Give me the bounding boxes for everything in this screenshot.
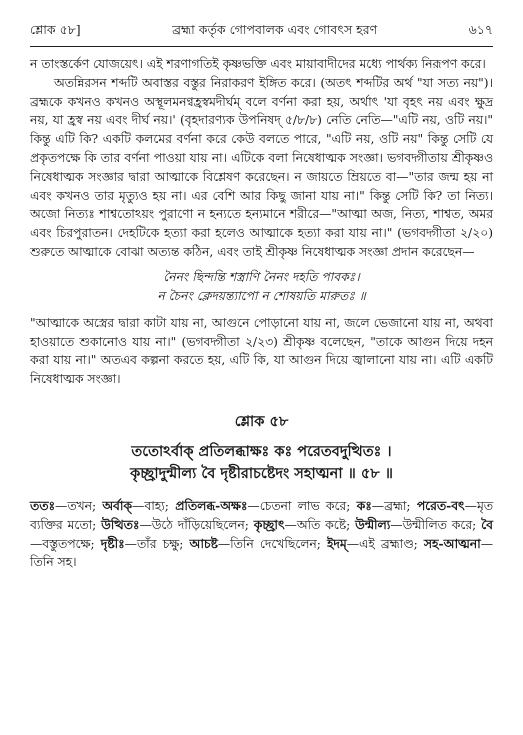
synonym-term: দৃষ্টীঃ <box>100 535 125 551</box>
purport-paragraph-1: ন তাংস্তর্কেণ যোজয়েৎ। এই শরণাগতিই কৃষ্ণভক্তি এবং মায়াবাদীদের মধ্যে পার্থক্য নিরূপণ করে। <box>30 57 486 71</box>
quoted-verse <box>30 268 493 306</box>
page-number: ৬১৭ <box>468 22 493 37</box>
synonym-meaning: —অতি কষ্টে; <box>284 517 356 532</box>
header-chapter-ref: শ্লোক ৫৮] <box>30 22 81 37</box>
running-header <box>30 22 493 46</box>
synonym-meaning: —তখন; <box>55 498 103 513</box>
synonym-meaning: —তিনি সহ। <box>30 536 493 570</box>
synonym-term: বৈ <box>481 516 493 532</box>
synonym-term: প্রতিলব্ধ-অক্ষঃ <box>175 497 248 513</box>
synonym-meaning: —মৃত ব্যক্তির মতো; <box>30 498 493 532</box>
synonym-meaning: —তিনি দেখেছিলেন; <box>217 536 328 551</box>
synonym-term: উত্থিতঃ <box>101 516 140 532</box>
quoted-verse-line: নৈনং ছিন্দন্তি শস্ত্রাণি নৈনং দহতি পাবকঃ। <box>163 269 360 284</box>
header-rule <box>30 46 493 47</box>
synonym-term: কৃচ্ছ্রাৎ <box>253 516 285 532</box>
synonym-meaning: —উন্মীলিত করে; <box>390 517 482 532</box>
purport-paragraph-2: অতন্নিরসন শব্দটি অবাস্তর বস্তুর নিরাকরণ ইঙ্গিত করে। (অতৎ শব্দটির অর্থ "যা সত্য নয়")। ব্রহ্মকে কখনও কখনও অস্থূলমনণ্বহ্রস্বমদীর্ঘম্ বলে বর্ণনা করা হয়, অর্থাৎ 'যা বৃহৎ নয় এবং ক্ষুদ্র নয়, যা হ্রস্ব নয় এবং দীর্ঘ নয়।' (বৃহদারণ্যক উপনিষদ্ ৫/৮/৮) নেতি নেতি—"এটি নয়, ওটি নয়।" কিন্তু এটি কি? একটি কলমের বর্ণনা করে কেউ বলতে পারে, "এটি নয়, ওটি নয়" কিন্তু সেটি যে প্রকৃতপক্ষে কি তার বর্ণনা পাওয়া যায় না। এটিকে বলা নিষেধাত্মক সংজ্ঞা। ভগবদ্গীতায় শ্রীকৃষ্ণও নিষেধাত্মক সংজ্ঞার দ্বারা আত্মাকে বিশ্লেষণ করেছেন। ন জায়তে ম্রিয়তে বা—"তার জন্ম হয় না এবং কখনও তার মৃত্যুও হয় না। এর বেশি আর কিছু জানা যায় না।" কিন্তু সেটি কি? তা নিত্য। অজো নিত্যঃ শাশ্বতোঽয়ং পুরাণো ন হন্যতে হন্যমানে শরীরে—"আত্মা অজ, নিত্য, শাশ্বত, অমর এবং চিরপুরাতন। দেহটিকে হত্যা করা হলেও আত্মাকে হত্যা করা যায় না।" (ভগবদ্গীতা ২/২০) শুরুতে আত্মাকে বোঝা অত্যন্ত কঠিন, এবং তাই শ্রীকৃষ্ণ নিষেধাত্মক সংজ্ঞা প্রদান করেছেন— <box>30 75 493 259</box>
sloka-verse-line: কৃচ্ছ্রাদুন্মীল্য বৈ দৃষ্টীরাচষ্টেদং সহাত্মনা ॥ ৫৮ ॥ <box>130 464 393 482</box>
synonym-meaning: —উঠে দাঁড়িয়েছিলেন; <box>139 517 254 532</box>
synonym-term: সহ-আত্মনা <box>423 535 481 551</box>
quoted-verse-line: ন চৈনং ক্লেদয়ন্ত্যাপো ন শোষয়তি মারুতঃ ॥ <box>157 288 366 303</box>
synonym-meaning: —তাঁর চক্ষু; <box>124 536 190 551</box>
synonym-term: পরেত-বৎ <box>416 497 465 513</box>
sloka-verse <box>30 441 493 485</box>
synonym-meaning: —বস্তুতপক্ষে; <box>30 536 101 551</box>
synonym-term: উন্মীল্য <box>355 516 391 532</box>
synonym-term: ততঃ <box>30 497 56 513</box>
synonym-meaning: —চেতনা লাভ করে; <box>247 498 357 513</box>
purport-paragraph-3: "আত্মাকে অস্ত্রের দ্বারা কাটা যায় না, আগুনে পোড়ানো যায় না, জলে ভেজানো যায় না, অথবা হাওয়াতে শুকানোও যায় না।" (ভগবদ্গীতা ২/২৩) শ্রীকৃষ্ণ বলেছেন, "তাকে আগুন দিয়ে দহন করা যায় না।" অতএব কল্পনা করতে হয়, এটি কি, যা আগুন দিয়ে জ্বালানো যায় না। এটি একটি নিষেধাত্মক সংজ্ঞা। <box>30 315 493 387</box>
synonym-term: অর্বাক্ <box>102 497 133 513</box>
header-title: ব্রহ্মা কর্তৃক গোপবালক এবং গোবৎস হরণ <box>172 22 378 37</box>
synonym-meaning: —এই ব্রহ্মাণ্ড; <box>346 536 424 551</box>
synonym-meaning: —ব্রহ্মা; <box>371 498 417 513</box>
sloka-verse-line: ততোঽর্বাক্ প্রতিলব্ধাক্ষঃ কঃ পরেতবদুত্থিতঃ । <box>131 442 392 460</box>
synonym-term: কঃ <box>356 497 372 513</box>
synonym-term: আচষ্ট <box>189 535 218 551</box>
word-meanings <box>30 497 493 572</box>
sloka-heading: শ্লোক ৫৮ <box>234 412 289 430</box>
synonym-term: ইদম্ <box>327 535 347 551</box>
synonym-meaning: —বাহ্য; <box>132 498 176 513</box>
